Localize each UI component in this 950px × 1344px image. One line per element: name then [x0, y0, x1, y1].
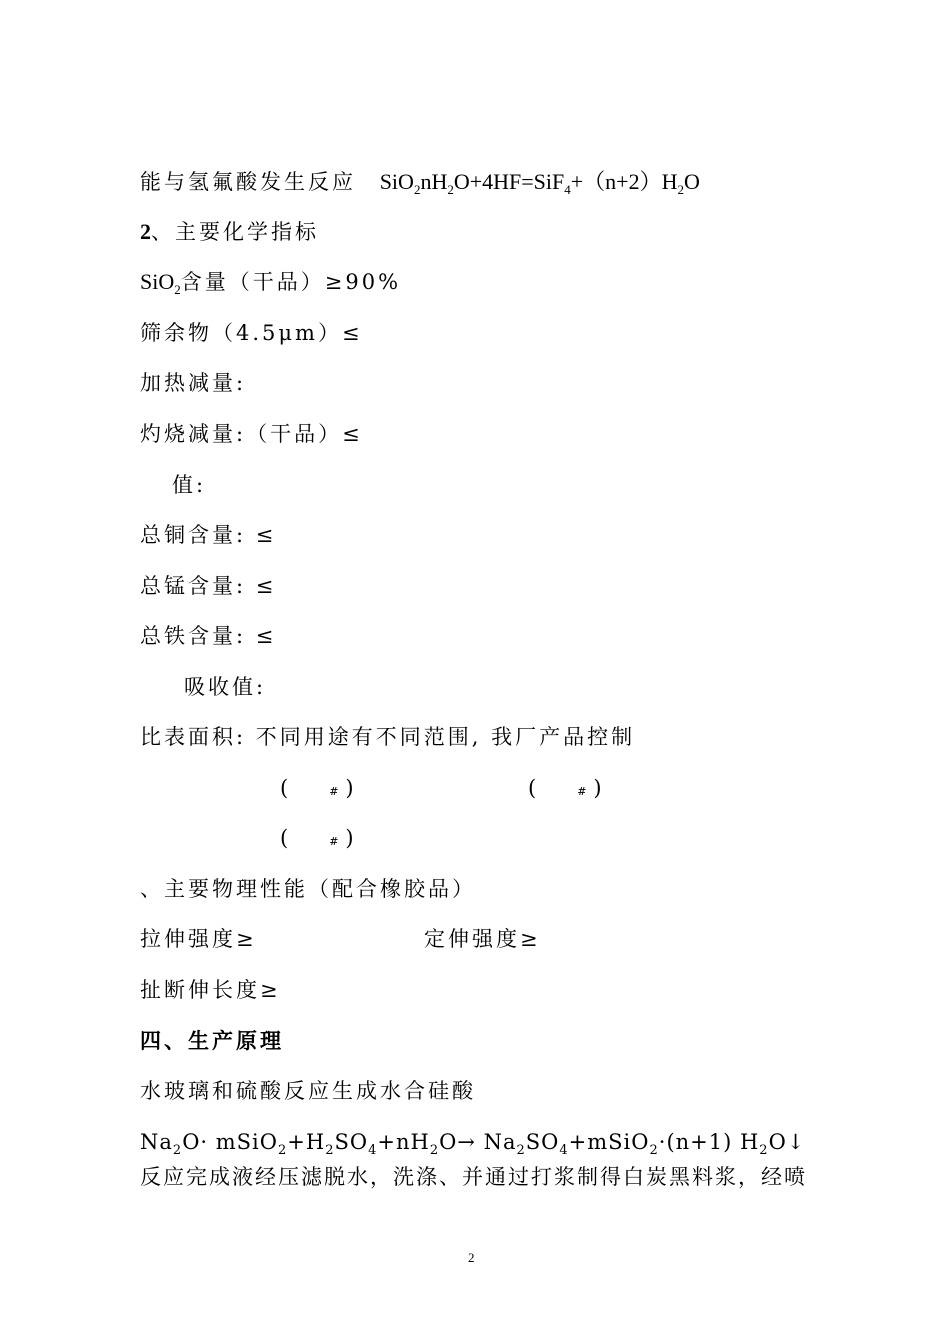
page-number: 2: [468, 1250, 475, 1265]
equation-subscript: 2: [649, 1143, 659, 1158]
manganese-content-line: 总锰含量: ≤: [140, 574, 277, 598]
iron-content-line: 总铁含量: ≤: [140, 624, 277, 648]
heating-loss-line: 加热减量:: [140, 371, 247, 395]
equation-subscript: 4: [559, 1143, 569, 1158]
tensile-strength-line: 拉伸强度≥: [140, 927, 257, 951]
section-title: 、主要化学指标: [151, 220, 319, 244]
equation-subscript: 2: [759, 1143, 769, 1158]
hash-mark: #: [329, 835, 342, 848]
sio2-content-line: [140, 268, 401, 296]
close-paren: ): [345, 826, 357, 850]
equation-part: O→ Na: [439, 1130, 517, 1154]
equation-part: Na: [140, 1130, 173, 1154]
equation-part: +H: [287, 1130, 326, 1154]
equation-subscript: 2: [172, 1143, 183, 1158]
equation-part: SO: [525, 1130, 560, 1154]
equation-part: O↓: [768, 1130, 806, 1154]
value-line: 值:: [172, 473, 207, 497]
process-description-line: 反应完成液经压滤脱水，洗涤、并通过打浆制得白炭黑料浆，经喷: [140, 1165, 807, 1189]
reaction-equation-line: [140, 1128, 805, 1156]
formula-part: O+4HF=SiF: [453, 169, 565, 194]
formula-part: SiO: [379, 169, 414, 194]
equation-subscript: 4: [368, 1143, 378, 1158]
bracket-row-1b: [528, 774, 605, 806]
equation-part: SO: [334, 1130, 369, 1154]
close-paren: ): [593, 776, 605, 800]
formula-subscript: 2: [447, 182, 454, 197]
formula-subscript: 4: [564, 182, 571, 197]
section-heading-principle: 四、生产原理: [140, 1028, 284, 1053]
equation-part: O· mSiO: [182, 1130, 278, 1154]
formula-subscript: 2: [174, 282, 181, 297]
bracket-row-1: [280, 774, 357, 806]
section-heading-physical: 、主要物理性能（配合橡胶品）: [140, 877, 476, 901]
specific-surface-line: 比表面积: 不同用途有不同范围, 我厂产品控制: [140, 725, 636, 749]
formula-subscript: 2: [413, 182, 421, 197]
open-paren: (: [528, 776, 540, 800]
modulus-strength-line: 定伸强度≥: [424, 927, 541, 951]
open-paren: (: [280, 826, 292, 850]
formula-part: +（n+2）H: [570, 169, 678, 194]
reaction-hf-text: 能与氢氟酸发生反应: [140, 170, 356, 194]
equation-part: +nH: [377, 1130, 430, 1154]
hash-mark: #: [329, 785, 342, 798]
sio2-content-text: 含量（干品）≥90%: [180, 270, 402, 294]
equation-part: +mSiO: [568, 1130, 650, 1154]
section-number: 2: [140, 219, 151, 244]
sio2-symbol: SiO: [140, 269, 175, 294]
reaction-hf-line: [140, 168, 700, 196]
hash-mark: #: [577, 785, 590, 798]
equation-subscript: 2: [278, 1143, 288, 1158]
formula-subscript: 2: [677, 182, 684, 197]
elongation-line: 扯断伸长度≥: [140, 978, 281, 1002]
copper-content-line: 总铜含量: ≤: [140, 523, 277, 547]
equation-subscript: 2: [516, 1143, 526, 1158]
equation-part: ·(n+1) H: [658, 1130, 760, 1154]
reaction-hf-formula: [379, 169, 700, 197]
reaction-description-line: 水玻璃和硫酸反应生成水合硅酸: [140, 1079, 476, 1103]
section-heading-chemical: [140, 218, 319, 246]
bracket-row-2: [280, 824, 357, 856]
ignition-loss-line: 灼烧减量:（干品）≤: [140, 422, 363, 446]
equation-subscript: 2: [429, 1143, 440, 1158]
formula-part: nH: [420, 169, 448, 194]
open-paren: (: [280, 776, 292, 800]
close-paren: ): [345, 776, 357, 800]
sieve-residue-line: 筛余物（4.5μm）≤: [140, 321, 363, 345]
formula-part: O: [683, 169, 700, 194]
absorption-value-line: 吸收值:: [184, 675, 267, 699]
equation-subscript: 2: [325, 1143, 335, 1158]
